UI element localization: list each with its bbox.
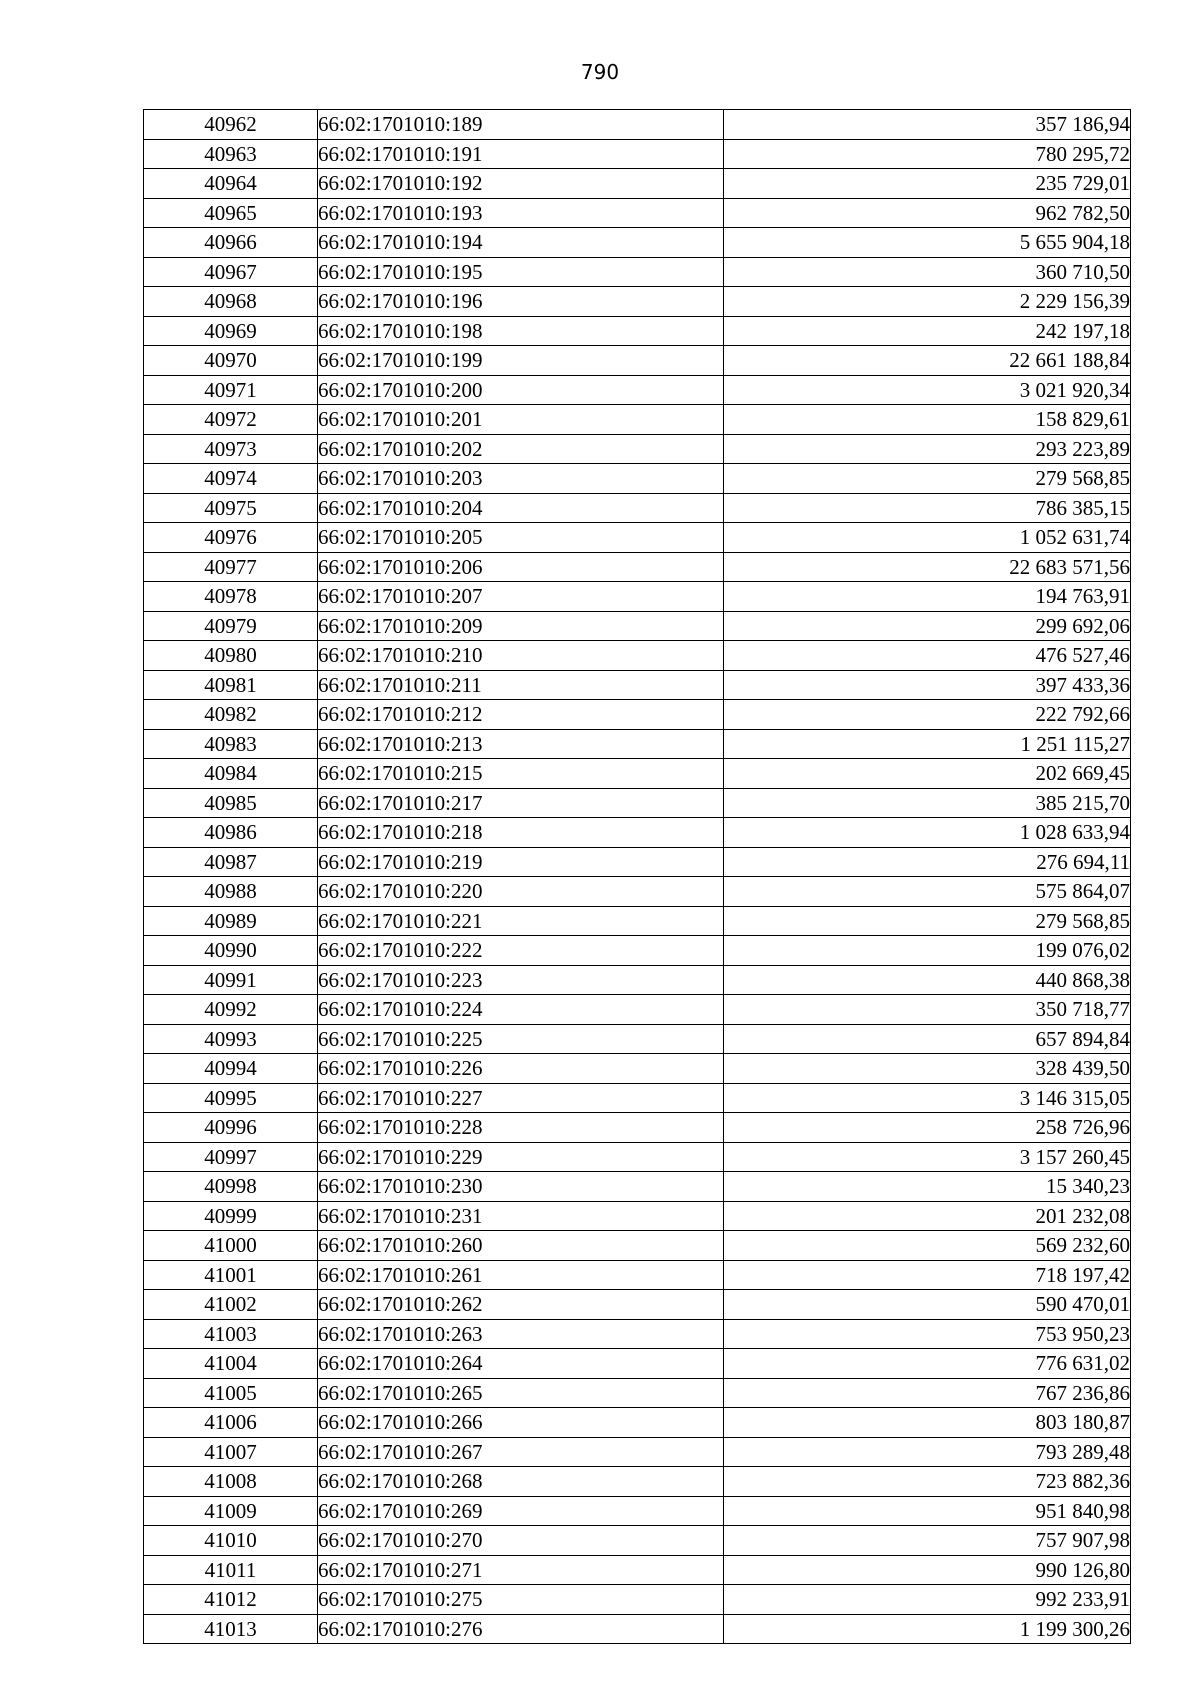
row-number-cell: 40991 (144, 965, 318, 995)
cadastral-value-cell: 279 568,85 (724, 464, 1131, 494)
row-number-cell: 40981 (144, 670, 318, 700)
cadastral-value-cell: 397 433,36 (724, 670, 1131, 700)
cadastral-number-cell: 66:02:1701010:211 (318, 670, 724, 700)
cadastral-value-cell: 440 868,38 (724, 965, 1131, 995)
cadastral-number-cell: 66:02:1701010:223 (318, 965, 724, 995)
cadastral-number-cell: 66:02:1701010:199 (318, 346, 724, 376)
row-number-cell: 40970 (144, 346, 318, 376)
row-number-cell: 41009 (144, 1496, 318, 1526)
cadastral-value-cell: 202 669,45 (724, 759, 1131, 789)
cadastral-number-cell: 66:02:1701010:224 (318, 995, 724, 1025)
table-row (144, 995, 1131, 1025)
cadastral-value-cell: 990 126,80 (724, 1555, 1131, 1585)
table-row (144, 729, 1131, 759)
row-number-cell: 41000 (144, 1231, 318, 1261)
row-number-cell: 40985 (144, 788, 318, 818)
cadastral-value-cell: 718 197,42 (724, 1260, 1131, 1290)
table-row (144, 1496, 1131, 1526)
cadastral-value-cell: 803 180,87 (724, 1408, 1131, 1438)
cadastral-value-cell: 1 199 300,26 (724, 1614, 1131, 1644)
page-number: 790 (580, 60, 620, 84)
cadastral-number-cell: 66:02:1701010:213 (318, 729, 724, 759)
table-row (144, 847, 1131, 877)
table-row (144, 1172, 1131, 1202)
cadastral-value-cell: 194 763,91 (724, 582, 1131, 612)
row-number-cell: 40973 (144, 434, 318, 464)
table-row (144, 110, 1131, 140)
cadastral-value-cell: 222 792,66 (724, 700, 1131, 730)
row-number-cell: 41008 (144, 1467, 318, 1497)
cadastral-number-cell: 66:02:1701010:263 (318, 1319, 724, 1349)
row-number-cell: 40995 (144, 1083, 318, 1113)
row-number-cell: 40987 (144, 847, 318, 877)
cadastral-value-table (143, 109, 1131, 1644)
cadastral-number-cell: 66:02:1701010:219 (318, 847, 724, 877)
table-row (144, 139, 1131, 169)
table-row (144, 287, 1131, 317)
cadastral-value-cell: 360 710,50 (724, 257, 1131, 287)
table-row (144, 552, 1131, 582)
cadastral-number-cell: 66:02:1701010:227 (318, 1083, 724, 1113)
table-row (144, 1201, 1131, 1231)
cadastral-value-cell: 235 729,01 (724, 169, 1131, 199)
table-row (144, 877, 1131, 907)
row-number-cell: 40996 (144, 1113, 318, 1143)
table-row (144, 257, 1131, 287)
table-row (144, 582, 1131, 612)
row-number-cell: 40993 (144, 1024, 318, 1054)
cadastral-number-cell: 66:02:1701010:269 (318, 1496, 724, 1526)
cadastral-number-cell: 66:02:1701010:265 (318, 1378, 724, 1408)
cadastral-value-cell: 657 894,84 (724, 1024, 1131, 1054)
cadastral-number-cell: 66:02:1701010:220 (318, 877, 724, 907)
row-number-cell: 41005 (144, 1378, 318, 1408)
cadastral-number-cell: 66:02:1701010:215 (318, 759, 724, 789)
cadastral-value-cell: 1 052 631,74 (724, 523, 1131, 553)
row-number-cell: 41007 (144, 1437, 318, 1467)
row-number-cell: 40999 (144, 1201, 318, 1231)
cadastral-number-cell: 66:02:1701010:200 (318, 375, 724, 405)
table-row (144, 818, 1131, 848)
cadastral-number-cell: 66:02:1701010:196 (318, 287, 724, 317)
cadastral-value-cell: 2 229 156,39 (724, 287, 1131, 317)
table-row (144, 464, 1131, 494)
cadastral-value-cell: 15 340,23 (724, 1172, 1131, 1202)
cadastral-value-cell: 293 223,89 (724, 434, 1131, 464)
cadastral-value-cell: 357 186,94 (724, 110, 1131, 140)
cadastral-value-cell: 385 215,70 (724, 788, 1131, 818)
row-number-cell: 41013 (144, 1614, 318, 1644)
cadastral-number-cell: 66:02:1701010:268 (318, 1467, 724, 1497)
table-row (144, 1319, 1131, 1349)
table-row (144, 788, 1131, 818)
table-row (144, 346, 1131, 376)
table-row (144, 759, 1131, 789)
cadastral-value-cell: 767 236,86 (724, 1378, 1131, 1408)
cadastral-number-cell: 66:02:1701010:229 (318, 1142, 724, 1172)
table-row (144, 1585, 1131, 1615)
cadastral-value-cell: 962 782,50 (724, 198, 1131, 228)
row-number-cell: 40998 (144, 1172, 318, 1202)
table-row (144, 1437, 1131, 1467)
cadastral-number-cell: 66:02:1701010:262 (318, 1290, 724, 1320)
cadastral-number-cell: 66:02:1701010:193 (318, 198, 724, 228)
cadastral-number-cell: 66:02:1701010:271 (318, 1555, 724, 1585)
table-row (144, 405, 1131, 435)
table-row (144, 611, 1131, 641)
table-row (144, 375, 1131, 405)
table-row (144, 198, 1131, 228)
cadastral-number-cell: 66:02:1701010:203 (318, 464, 724, 494)
cadastral-number-cell: 66:02:1701010:207 (318, 582, 724, 612)
cadastral-value-cell: 951 840,98 (724, 1496, 1131, 1526)
cadastral-value-cell: 350 718,77 (724, 995, 1131, 1025)
row-number-cell: 41002 (144, 1290, 318, 1320)
cadastral-value-cell: 780 295,72 (724, 139, 1131, 169)
cadastral-number-cell: 66:02:1701010:261 (318, 1260, 724, 1290)
cadastral-number-cell: 66:02:1701010:222 (318, 936, 724, 966)
cadastral-value-cell: 590 470,01 (724, 1290, 1131, 1320)
table-row (144, 169, 1131, 199)
table-row (144, 1231, 1131, 1261)
row-number-cell: 40969 (144, 316, 318, 346)
cadastral-number-cell: 66:02:1701010:209 (318, 611, 724, 641)
cadastral-number-cell: 66:02:1701010:212 (318, 700, 724, 730)
row-number-cell: 40986 (144, 818, 318, 848)
cadastral-number-cell: 66:02:1701010:264 (318, 1349, 724, 1379)
cadastral-value-cell: 776 631,02 (724, 1349, 1131, 1379)
row-number-cell: 40963 (144, 139, 318, 169)
cadastral-number-cell: 66:02:1701010:228 (318, 1113, 724, 1143)
cadastral-value-cell: 786 385,15 (724, 493, 1131, 523)
row-number-cell: 41012 (144, 1585, 318, 1615)
cadastral-number-cell: 66:02:1701010:276 (318, 1614, 724, 1644)
cadastral-number-cell: 66:02:1701010:189 (318, 110, 724, 140)
table-row (144, 1083, 1131, 1113)
row-number-cell: 40972 (144, 405, 318, 435)
table-row (144, 906, 1131, 936)
row-number-cell: 40994 (144, 1054, 318, 1084)
cadastral-value-cell: 242 197,18 (724, 316, 1131, 346)
table-row (144, 228, 1131, 258)
cadastral-number-cell: 66:02:1701010:191 (318, 139, 724, 169)
cadastral-value-cell: 3 021 920,34 (724, 375, 1131, 405)
cadastral-value-cell: 992 233,91 (724, 1585, 1131, 1615)
table-row (144, 493, 1131, 523)
row-number-cell: 40976 (144, 523, 318, 553)
table-row (144, 1290, 1131, 1320)
row-number-cell: 40992 (144, 995, 318, 1025)
table-row (144, 1024, 1131, 1054)
cadastral-number-cell: 66:02:1701010:192 (318, 169, 724, 199)
table-row (144, 1113, 1131, 1143)
cadastral-number-cell: 66:02:1701010:217 (318, 788, 724, 818)
cadastral-value-cell: 22 683 571,56 (724, 552, 1131, 582)
cadastral-number-cell: 66:02:1701010:225 (318, 1024, 724, 1054)
cadastral-value-cell: 5 655 904,18 (724, 228, 1131, 258)
cadastral-number-cell: 66:02:1701010:195 (318, 257, 724, 287)
table-body (144, 110, 1131, 1644)
table-row (144, 1054, 1131, 1084)
cadastral-value-cell: 3 146 315,05 (724, 1083, 1131, 1113)
row-number-cell: 40984 (144, 759, 318, 789)
row-number-cell: 40965 (144, 198, 318, 228)
cadastral-value-cell: 1 251 115,27 (724, 729, 1131, 759)
row-number-cell: 40983 (144, 729, 318, 759)
cadastral-value-cell: 757 907,98 (724, 1526, 1131, 1556)
cadastral-number-cell: 66:02:1701010:201 (318, 405, 724, 435)
cadastral-value-cell: 328 439,50 (724, 1054, 1131, 1084)
cadastral-number-cell: 66:02:1701010:270 (318, 1526, 724, 1556)
row-number-cell: 41004 (144, 1349, 318, 1379)
row-number-cell: 40980 (144, 641, 318, 671)
cadastral-value-cell: 299 692,06 (724, 611, 1131, 641)
table-row (144, 1467, 1131, 1497)
table-row (144, 700, 1131, 730)
row-number-cell: 40997 (144, 1142, 318, 1172)
row-number-cell: 40971 (144, 375, 318, 405)
table-row (144, 434, 1131, 464)
row-number-cell: 40968 (144, 287, 318, 317)
cadastral-value-cell: 575 864,07 (724, 877, 1131, 907)
table-row (144, 1260, 1131, 1290)
cadastral-number-cell: 66:02:1701010:226 (318, 1054, 724, 1084)
table-row (144, 316, 1131, 346)
cadastral-value-cell: 753 950,23 (724, 1319, 1131, 1349)
cadastral-value-cell: 279 568,85 (724, 906, 1131, 936)
table-row (144, 965, 1131, 995)
row-number-cell: 41011 (144, 1555, 318, 1585)
cadastral-value-cell: 3 157 260,45 (724, 1142, 1131, 1172)
cadastral-value-cell: 476 527,46 (724, 641, 1131, 671)
cadastral-number-cell: 66:02:1701010:202 (318, 434, 724, 464)
cadastral-number-cell: 66:02:1701010:204 (318, 493, 724, 523)
cadastral-value-cell: 793 289,48 (724, 1437, 1131, 1467)
cadastral-number-cell: 66:02:1701010:260 (318, 1231, 724, 1261)
cadastral-value-cell: 201 232,08 (724, 1201, 1131, 1231)
table-row (144, 1408, 1131, 1438)
row-number-cell: 40990 (144, 936, 318, 966)
cadastral-value-cell: 22 661 188,84 (724, 346, 1131, 376)
row-number-cell: 40966 (144, 228, 318, 258)
row-number-cell: 40977 (144, 552, 318, 582)
row-number-cell: 40975 (144, 493, 318, 523)
cadastral-number-cell: 66:02:1701010:230 (318, 1172, 724, 1202)
cadastral-number-cell: 66:02:1701010:210 (318, 641, 724, 671)
cadastral-value-cell: 1 028 633,94 (724, 818, 1131, 848)
cadastral-number-cell: 66:02:1701010:267 (318, 1437, 724, 1467)
table-row (144, 523, 1131, 553)
cadastral-number-cell: 66:02:1701010:194 (318, 228, 724, 258)
cadastral-number-cell: 66:02:1701010:231 (318, 1201, 724, 1231)
table-row (144, 641, 1131, 671)
row-number-cell: 40978 (144, 582, 318, 612)
table-row (144, 670, 1131, 700)
table-row (144, 1142, 1131, 1172)
cadastral-value-cell: 258 726,96 (724, 1113, 1131, 1143)
row-number-cell: 40979 (144, 611, 318, 641)
cadastral-number-cell: 66:02:1701010:275 (318, 1585, 724, 1615)
cadastral-value-cell: 158 829,61 (724, 405, 1131, 435)
row-number-cell: 40962 (144, 110, 318, 140)
row-number-cell: 40974 (144, 464, 318, 494)
table-row (144, 1526, 1131, 1556)
row-number-cell: 41003 (144, 1319, 318, 1349)
cadastral-number-cell: 66:02:1701010:198 (318, 316, 724, 346)
table-row (144, 1349, 1131, 1379)
cadastral-value-cell: 723 882,36 (724, 1467, 1131, 1497)
cadastral-number-cell: 66:02:1701010:266 (318, 1408, 724, 1438)
row-number-cell: 40988 (144, 877, 318, 907)
cadastral-number-cell: 66:02:1701010:221 (318, 906, 724, 936)
row-number-cell: 40989 (144, 906, 318, 936)
row-number-cell: 40967 (144, 257, 318, 287)
cadastral-number-cell: 66:02:1701010:206 (318, 552, 724, 582)
cadastral-value-cell: 199 076,02 (724, 936, 1131, 966)
cadastral-number-cell: 66:02:1701010:205 (318, 523, 724, 553)
row-number-cell: 41006 (144, 1408, 318, 1438)
cadastral-value-cell: 276 694,11 (724, 847, 1131, 877)
cadastral-value-cell: 569 232,60 (724, 1231, 1131, 1261)
row-number-cell: 41010 (144, 1526, 318, 1556)
cadastral-number-cell: 66:02:1701010:218 (318, 818, 724, 848)
row-number-cell: 40964 (144, 169, 318, 199)
table-row (144, 1614, 1131, 1644)
row-number-cell: 41001 (144, 1260, 318, 1290)
table-row (144, 1378, 1131, 1408)
table-row (144, 1555, 1131, 1585)
table-row (144, 936, 1131, 966)
row-number-cell: 40982 (144, 700, 318, 730)
